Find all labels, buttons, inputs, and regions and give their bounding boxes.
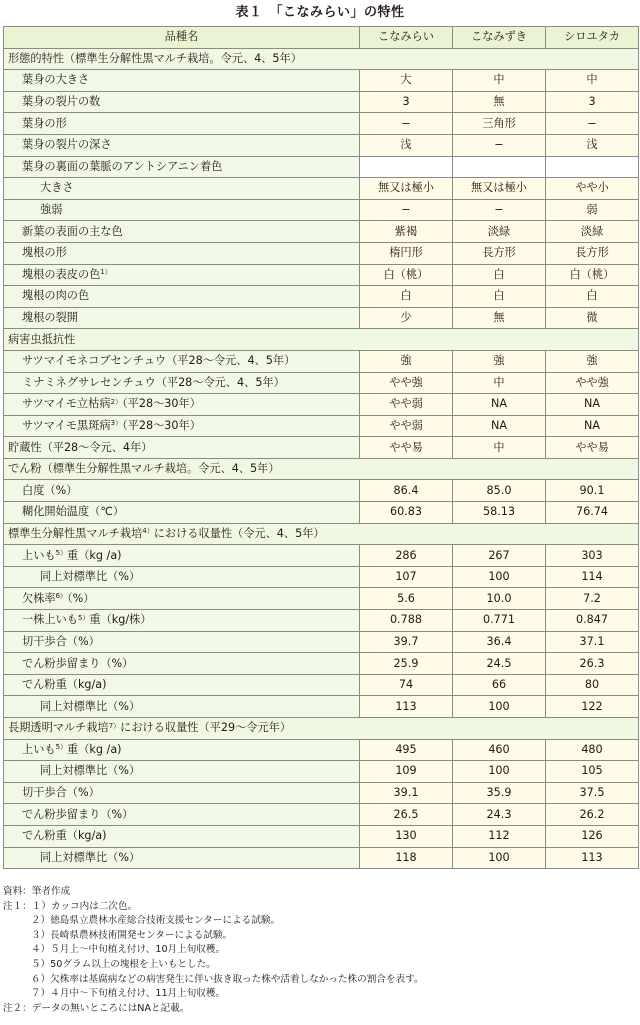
row-label-text: 病害虫抵抗性 (8, 332, 76, 346)
value-cell: やや強 (360, 372, 453, 394)
row-label (4, 91, 360, 113)
value-cell: 25.9 (360, 653, 453, 675)
row-label-text: 塊根の裂開 (22, 311, 78, 325)
table-row (4, 264, 639, 286)
row-label (4, 804, 360, 826)
value-cell: 10.0 (453, 588, 546, 610)
table-row (4, 566, 639, 588)
row-label (4, 372, 360, 394)
table-row (4, 134, 639, 156)
table-row (4, 221, 639, 243)
value-cell: 26.2 (546, 804, 639, 826)
row-label (4, 242, 360, 264)
row-label-text: サツマイモ黒斑病 (22, 418, 111, 432)
value-cell: 113 (360, 696, 453, 718)
table-row (4, 156, 639, 178)
value-cell: 24.5 (453, 653, 546, 675)
table-row (4, 350, 639, 372)
header-variety-konamizuki: こなみずき (453, 27, 546, 49)
value-cell: 強 (360, 350, 453, 372)
row-label-text: 同上対標準比（%） (40, 850, 141, 864)
row-label-text: 強弱 (40, 203, 63, 217)
value-cell: 112 (453, 825, 546, 847)
value-cell: 107 (360, 566, 453, 588)
value-cell: 85.0 (453, 480, 546, 502)
note-1-item: ５）50グラム以上の塊根を上いもとした。 (31, 958, 216, 970)
source-note: 資料：筆者作成 (3, 886, 71, 897)
note-1-item: ７）４月中〜下旬植え付け、11月上旬収穫。 (31, 988, 226, 1000)
row-label-suffix: における収量性（令元、4、5年） (153, 526, 325, 540)
row-label (4, 825, 360, 847)
row-label-text: 形態的特性（標準生分解性黒マルチ栽培。令元、4、5年） (8, 51, 302, 65)
row-label-text: 新葉の表面の主な色 (22, 224, 123, 238)
row-label (4, 178, 360, 200)
table-row (4, 307, 639, 329)
table-row (4, 674, 639, 696)
value-cell: 90.1 (546, 480, 639, 502)
value-cell: 3 (546, 91, 639, 113)
row-label-suffix: 重（kg /a) (67, 548, 122, 562)
row-label-text: 葉身の裏面の葉脈のアントシアニン着色 (22, 159, 223, 173)
table-row (4, 588, 639, 610)
value-cell: 無又は極小 (453, 178, 546, 200)
row-label-text: 一株上いも (22, 613, 78, 627)
value-cell: 113 (546, 847, 639, 869)
table-row (4, 804, 639, 826)
value-cell: やや弱 (360, 394, 453, 416)
value-cell: 淡緑 (453, 221, 546, 243)
table-row (4, 545, 639, 567)
table-title: 表１ 「こなみらい」の特性 (235, 5, 405, 20)
table-row (4, 631, 639, 653)
footnote-marker: 5） (77, 613, 90, 622)
note-2: 注２：データの無いところにはNAと記載。 (3, 1002, 190, 1014)
value-cell: 114 (546, 566, 639, 588)
value-cell: 白（桃） (360, 264, 453, 286)
row-label-text: 標準生分解性黒マルチ栽培 (8, 526, 143, 540)
footnote-marker: 5） (55, 743, 68, 752)
row-label-text: 長期透明マルチ栽培 (8, 721, 109, 735)
note-1-item: ３）長崎県農林技術開発センターによる試験。 (31, 929, 233, 941)
table-row (4, 113, 639, 135)
value-cell: やや小 (546, 178, 639, 200)
row-label (4, 739, 360, 761)
value-cell: 267 (453, 545, 546, 567)
value-cell: 長方形 (453, 242, 546, 264)
value-cell: 中 (453, 372, 546, 394)
value-cell: 26.3 (546, 653, 639, 675)
value-cell: NA (546, 415, 639, 437)
section-label (4, 718, 639, 740)
value-cell: 弱 (546, 199, 639, 221)
row-label (4, 610, 360, 632)
value-cell: 強 (546, 350, 639, 372)
section-label (4, 329, 639, 351)
header-variety-shiroyutaka: シロユタカ (546, 27, 639, 49)
row-label-text: 塊根の表皮の色 (22, 267, 101, 281)
table-row (4, 394, 639, 416)
section-header-row (4, 523, 639, 545)
table-row (4, 825, 639, 847)
table-row (4, 242, 639, 264)
value-cell: − (546, 113, 639, 135)
row-label-text: 貯蔵性（平28〜令元、4年） (8, 440, 153, 454)
value-cell: 460 (453, 739, 546, 761)
row-label (4, 350, 360, 372)
table-header-row (4, 27, 639, 49)
row-label-suffix: 重（kg /a) (67, 742, 122, 756)
value-cell: − (453, 199, 546, 221)
row-label (4, 480, 360, 502)
row-label-text: 上いも (22, 548, 56, 562)
value-cell: 130 (360, 825, 453, 847)
value-cell: 白 (360, 286, 453, 308)
value-cell: 480 (546, 739, 639, 761)
row-label-suffix: 重（kg/株） (89, 613, 152, 627)
footnotes (3, 885, 633, 1016)
note-1-item: ４）５月上〜中旬植え付け、10月上旬収穫。 (31, 944, 226, 956)
row-label-text: 葉身の大きさ (22, 73, 90, 87)
value-cell: 強 (453, 350, 546, 372)
value-cell: 37.1 (546, 631, 639, 653)
value-cell: 39.7 (360, 631, 453, 653)
table-row (4, 653, 639, 675)
row-label-text: でん粉歩留まり（%） (22, 807, 134, 821)
value-cell: − (360, 199, 453, 221)
value-cell: 紫褐 (360, 221, 453, 243)
row-label (4, 437, 360, 459)
characteristics-table (3, 26, 639, 869)
value-cell: 80 (546, 674, 639, 696)
value-cell: 5.6 (360, 588, 453, 610)
table-row (4, 178, 639, 200)
row-label (4, 782, 360, 804)
value-cell: 86.4 (360, 480, 453, 502)
value-cell: 淡緑 (546, 221, 639, 243)
row-label-text: 同上対標準比（%） (40, 570, 141, 584)
value-cell: − (360, 113, 453, 135)
value-cell: 大 (360, 70, 453, 92)
value-cell: 0.788 (360, 610, 453, 632)
value-cell: 0.847 (546, 610, 639, 632)
value-cell: 無 (453, 307, 546, 329)
footnote-marker: 5） (55, 549, 68, 558)
footnote-marker: 7） (108, 721, 121, 730)
row-label (4, 264, 360, 286)
value-cell: NA (453, 394, 546, 416)
table-row (4, 610, 639, 632)
section-header-row (4, 329, 639, 351)
row-label (4, 113, 360, 135)
value-cell: 26.5 (360, 804, 453, 826)
row-label-text: 同上対標準比（%） (40, 764, 141, 778)
value-cell: 36.4 (453, 631, 546, 653)
row-label-suffix: （平28〜30年） (122, 397, 201, 411)
table-row (4, 286, 639, 308)
value-cell: 白 (453, 286, 546, 308)
value-cell: やや弱 (360, 415, 453, 437)
row-label-text: 塊根の形 (22, 246, 67, 260)
table-body (4, 27, 639, 869)
value-cell: 白 (546, 286, 639, 308)
value-cell: 無 (453, 91, 546, 113)
table-row (4, 696, 639, 718)
value-cell: 三角形 (453, 113, 546, 135)
table-row (4, 739, 639, 761)
footnote-marker: 4） (142, 527, 154, 536)
value-cell: 76.74 (546, 502, 639, 524)
row-label (4, 134, 360, 156)
section-header-row (4, 718, 639, 740)
row-label-text: でん粉重（kg/a) (22, 829, 107, 843)
value-cell: 60.83 (360, 502, 453, 524)
row-label-text: 糊化開始温度（℃） (22, 505, 125, 519)
table-row (4, 70, 639, 92)
table-row (4, 372, 639, 394)
value-cell: やや易 (360, 437, 453, 459)
row-label-text: 葉身の裂片の数 (22, 95, 101, 109)
row-label-text: でん粉重（kg/a) (22, 678, 107, 692)
row-label (4, 545, 360, 567)
value-cell: 楕円形 (360, 242, 453, 264)
row-label-text: 同上対標準比（%） (40, 699, 141, 713)
value-cell: やや易 (546, 437, 639, 459)
row-label-text: サツマイモ立枯病 (22, 397, 111, 411)
value-cell: 中 (453, 70, 546, 92)
row-label-text: でん粉（標準生分解性黒マルチ栽培。令元、4、5年） (8, 462, 280, 476)
value-cell: 126 (546, 825, 639, 847)
value-cell: NA (453, 415, 546, 437)
section-label (4, 523, 639, 545)
table-row (4, 502, 639, 524)
row-label (4, 502, 360, 524)
value-cell: NA (546, 394, 639, 416)
table-row (4, 437, 639, 459)
row-label-text: 上いも (22, 742, 56, 756)
value-cell: 122 (546, 696, 639, 718)
row-label-text: 大きさ (40, 181, 74, 195)
value-cell: 24.3 (453, 804, 546, 826)
table-row (4, 847, 639, 869)
value-cell: 長方形 (546, 242, 639, 264)
note-1: 注１：１）カッコ内は二次色。 (3, 900, 138, 912)
row-label-text: 切干歩合（%） (22, 786, 100, 800)
row-label (4, 415, 360, 437)
row-label (4, 221, 360, 243)
value-cell: 中 (453, 437, 546, 459)
table-row (4, 761, 639, 783)
row-label (4, 696, 360, 718)
row-label-text: 塊根の肉の色 (22, 289, 90, 303)
table-row (4, 91, 639, 113)
footnote-marker: 1） (100, 268, 112, 277)
table-row (4, 782, 639, 804)
value-cell: 109 (360, 761, 453, 783)
value-cell: 118 (360, 847, 453, 869)
empty-cell (360, 156, 453, 178)
value-cell: 白（桃） (546, 264, 639, 286)
value-cell: − (453, 134, 546, 156)
value-cell: 100 (453, 566, 546, 588)
row-label (4, 653, 360, 675)
row-label-text: 切干歩合（%） (22, 634, 100, 648)
row-label (4, 674, 360, 696)
note-1-item: ６）欠株率は基腐病などの病害発生に伴い抜き取った株や活着しなかった株の割合を表す。 (31, 973, 424, 985)
section-header-row (4, 458, 639, 480)
row-label (4, 588, 360, 610)
value-cell: 100 (453, 847, 546, 869)
table-row (4, 199, 639, 221)
row-label (4, 199, 360, 221)
header-variety-konamirai: こなみらい (360, 27, 453, 49)
row-label (4, 156, 360, 178)
empty-cell (453, 156, 546, 178)
note-1-item: ２）徳島県立農林水産総合技術支援センターによる試験。 (31, 915, 281, 927)
value-cell: 7.2 (546, 588, 639, 610)
value-cell: やや強 (546, 372, 639, 394)
value-cell: 58.13 (453, 502, 546, 524)
footnote-marker: 6） (55, 592, 68, 601)
header-item-name: 品種名 (4, 27, 360, 49)
value-cell: 39.1 (360, 782, 453, 804)
value-cell: 303 (546, 545, 639, 567)
section-label (4, 458, 639, 480)
value-cell: 白 (453, 264, 546, 286)
row-label (4, 286, 360, 308)
row-label (4, 761, 360, 783)
empty-cell (546, 156, 639, 178)
row-label-text: でん粉歩留まり（%） (22, 656, 134, 670)
value-cell: 100 (453, 761, 546, 783)
row-label (4, 394, 360, 416)
row-label (4, 631, 360, 653)
row-label (4, 70, 360, 92)
value-cell: 中 (546, 70, 639, 92)
row-label-text: 欠株率 (22, 591, 56, 605)
value-cell: 74 (360, 674, 453, 696)
footnote-marker: 3） (110, 419, 123, 428)
section-header-row (4, 48, 639, 70)
value-cell: 286 (360, 545, 453, 567)
value-cell: 495 (360, 739, 453, 761)
value-cell: 100 (453, 696, 546, 718)
row-label-text: 葉身の形 (22, 116, 67, 130)
value-cell: 0.771 (453, 610, 546, 632)
row-label (4, 566, 360, 588)
value-cell: 少 (360, 307, 453, 329)
row-label (4, 847, 360, 869)
value-cell: 37.5 (546, 782, 639, 804)
row-label-text: ミナミネグサレセンチュウ（平28〜令元、4、5年） (22, 375, 285, 389)
value-cell: 66 (453, 674, 546, 696)
footnote-marker: 2） (110, 397, 123, 406)
row-label (4, 307, 360, 329)
value-cell: 105 (546, 761, 639, 783)
value-cell: 浅 (546, 134, 639, 156)
table-row (4, 480, 639, 502)
row-label-text: サツマイモネコブセンチュウ（平28〜令元、4、5年） (22, 354, 296, 368)
table-row (4, 415, 639, 437)
value-cell: 3 (360, 91, 453, 113)
row-label-suffix: （平28〜30年） (122, 418, 201, 432)
value-cell: 無又は極小 (360, 178, 453, 200)
value-cell: 微 (546, 307, 639, 329)
row-label-suffix: （%） (67, 591, 95, 605)
row-label-text: 葉身の裂片の深さ (22, 138, 112, 152)
section-label (4, 48, 639, 70)
row-label-text: 白度（%） (22, 483, 78, 497)
value-cell: 浅 (360, 134, 453, 156)
value-cell: 35.9 (453, 782, 546, 804)
row-label-suffix: における収量性（平29〜令元年） (120, 721, 292, 735)
